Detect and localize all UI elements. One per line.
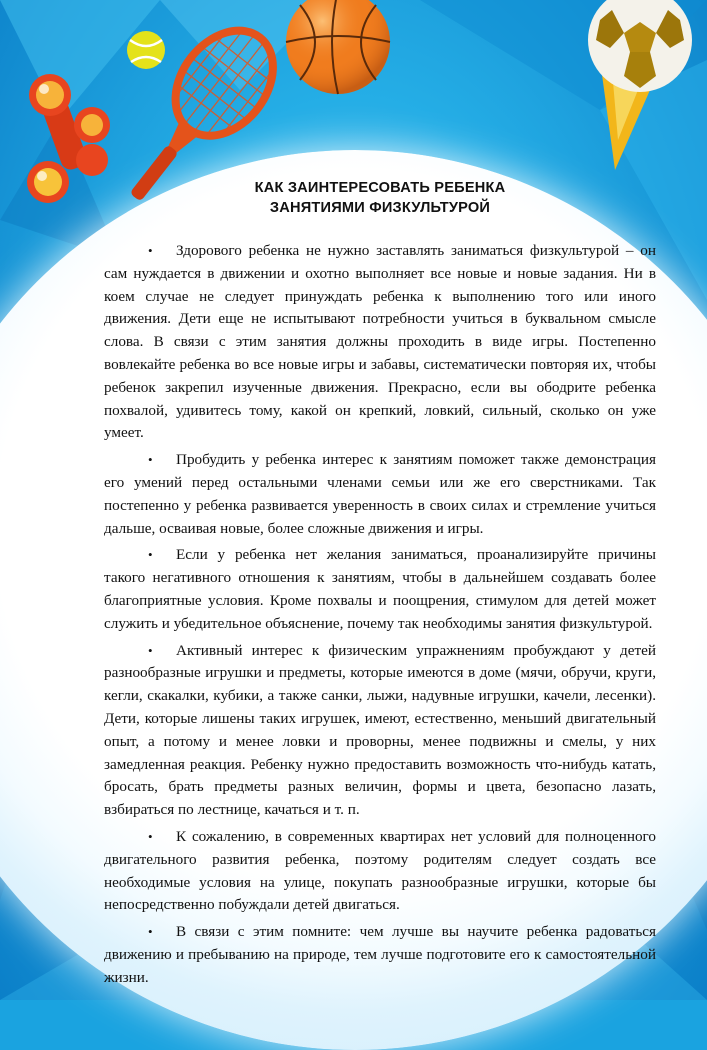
paragraph-6: [104, 921, 656, 989]
dumbbell-icon: [27, 74, 110, 203]
bullet-marker: •: [148, 243, 153, 258]
article-title: [104, 178, 656, 218]
paragraph-1: [104, 240, 656, 445]
tennis-ball-icon: [127, 31, 165, 69]
title-line-2: ЗАНЯТИЯМИ ФИЗКУЛЬТУРОЙ: [269, 200, 491, 216]
paragraph-text: В связи с этим помните: чем лучше вы научите ребенка радоваться движению и пребыванию на природе, тем лучше подготовите его к самостоятельной жизни.: [104, 923, 656, 986]
bullet-marker: •: [148, 924, 153, 940]
soccer-ball-icon: [588, 0, 692, 170]
paragraph-text: Активный интерес к физическим упражнениям пробуждают у детей разнообразные игрушки и предметы, которые имеются в доме (мячи, обручи, круги, кегли, скакалки, кубики, а также санки, лыжи, надувные игрушки, качели, лесенки). Дети, которые лишены таких игрушек, имеют, естественно, меньший двигательный опыт, а потому и менее ловки и проворны, менее подвижны и смелы, у них замедленная реакция. Ребенку нужно предоставить возможность что-нибудь катать, бросать, брать предметы разных величин, формы и цвета, безопасно лазать, взбираться по лестнице, качаться и т. п.: [104, 641, 656, 819]
article: [104, 178, 656, 994]
title-line-1: КАК ЗАИНТЕРЕСОВАТЬ РЕБЕНКА: [254, 180, 506, 196]
paragraph-text: К сожалению, в современных квартирах нет условий для полноценного двигательного развития ребенка, поэтому родителям следует создать все необходимые условия на улице, покупать разнообразные игрушки, которые бы непосредственно побуждали детей двигаться.: [104, 827, 656, 914]
bullet-marker: •: [148, 828, 153, 844]
paragraph-4: [104, 640, 656, 822]
paragraph-text: Если у ребенка нет желания заниматься, проанализируйте причины такого негативного отношения к занятиям, чтобы в дальнейшем создавать более благоприятные условия. Кроме похвалы и поощрения, стимулом для детей может служить и убедительное объяснение, почему так необходимы занятия физкультурой.: [104, 546, 656, 632]
paragraph-3: [104, 544, 656, 635]
paragraph-5: [104, 826, 656, 917]
paragraph-text: Пробудить у ребенка интерес к занятиям поможет также демонстрация его умений перед остальными членами семьи или же его сверстниками. Так постепенно у ребенка развивается уверенность в своих силах и стремление учиться дальше, осваивая новые, более сложные движения и игры.: [104, 451, 656, 537]
bullet-marker: •: [148, 452, 153, 468]
paragraph-text: Здорового ребенка не нужно заставлять заниматься физкультурой – он сам нуждается в движении и охотно выполняет все новые и новые задания. Ни в коем случае не следует принуждать ребенка к выполнению того или иного движения. Дети еще не испытывают потребности учиться в буквальном смысле слова. В связи с этим занятия должны проходить в виде игры. Постепенно вовлекайте ребенка во все новые игры и забавы, систематически повторяя их, чтобы ребенок закрепил изученные движения. Прекрасно, если вы ободрите ребенка похвалой, удивитесь тому, какой он крепкий, ловкий, сильный, сколько он уже умеет.: [104, 242, 656, 442]
paragraph-2: [104, 449, 656, 540]
bullet-marker: •: [148, 642, 153, 658]
bullet-marker: •: [148, 547, 153, 563]
basketball-icon: [286, 0, 390, 94]
